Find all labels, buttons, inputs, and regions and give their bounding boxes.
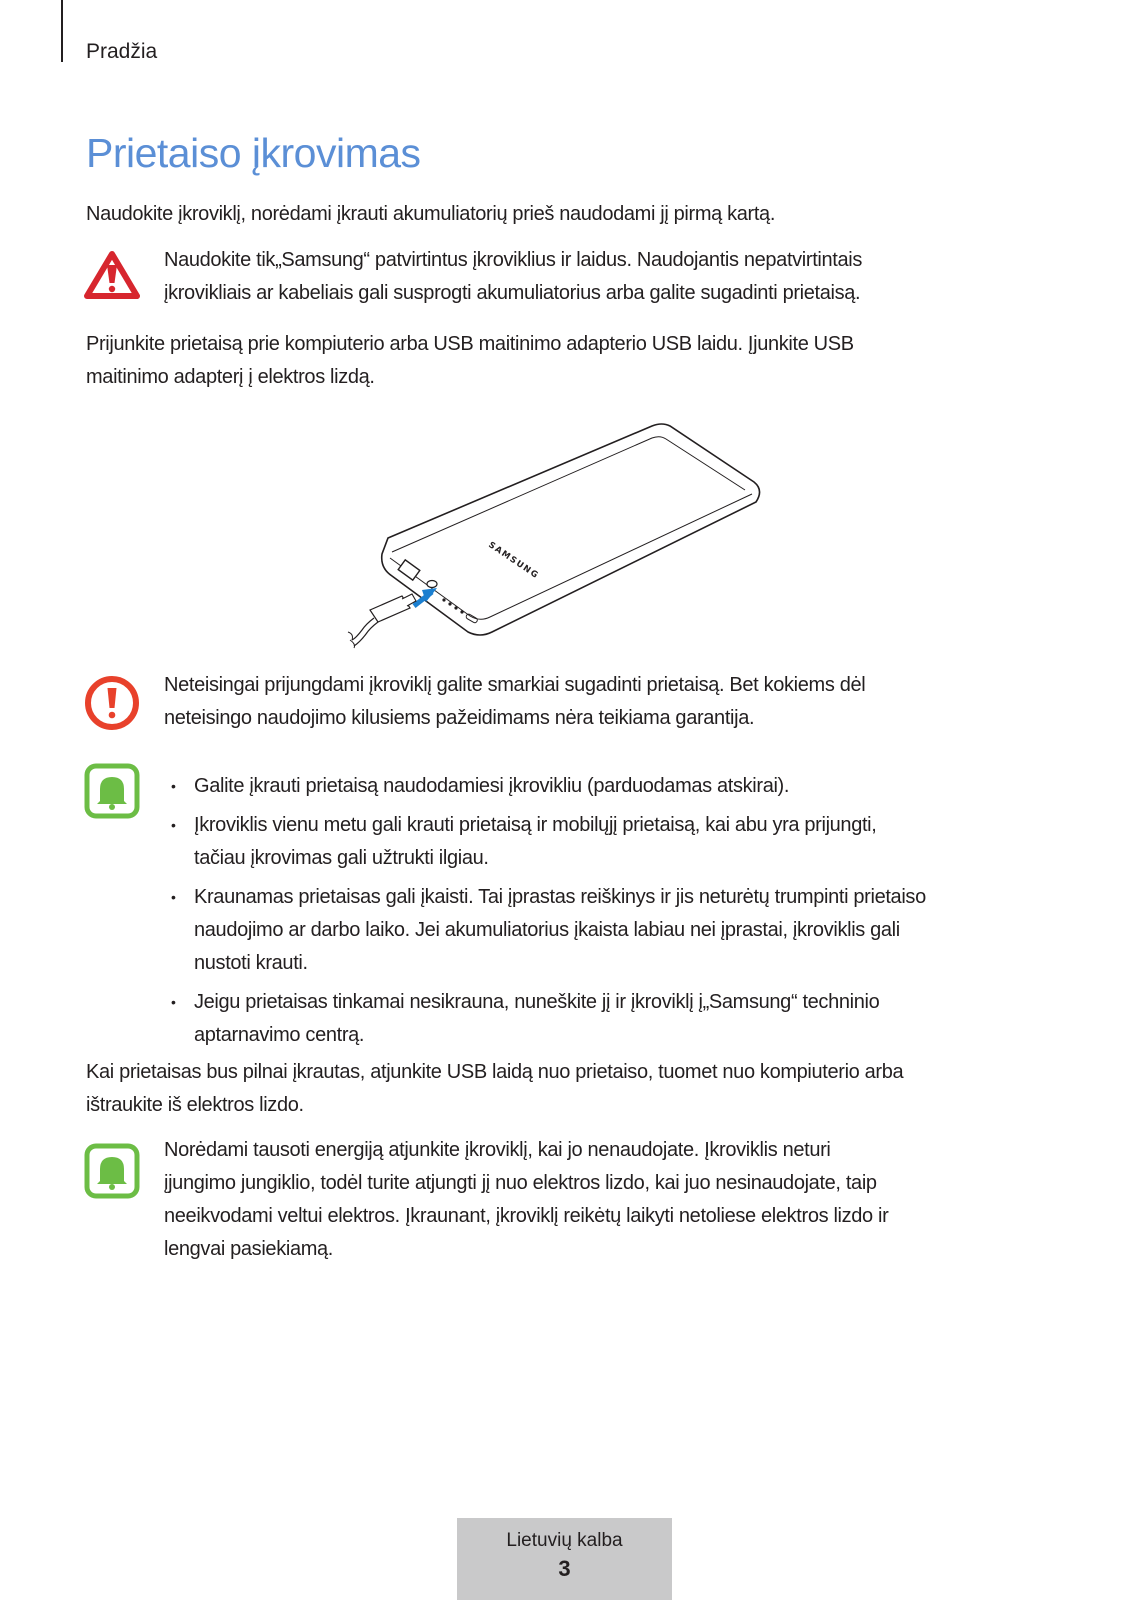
note-bell-icon <box>84 763 140 819</box>
caution-exclamation-icon <box>84 675 140 731</box>
energy-note-line1: Norėdami tausoti energiją atjunkite įkroviklį, kai jo nenaudojate. Įkroviklis neturi <box>164 1139 831 1161</box>
caution-text-line2: neteisingo naudojimo kilusiems pažeidimams nėra teikiama garantija. <box>164 707 755 729</box>
energy-note-line2: įjungimo jungiklio, todėl turite atjungti jį nuo elektros lizdo, kai juo nesinaudojate, taip <box>164 1172 877 1194</box>
warning-triangle-icon <box>84 250 140 306</box>
list-item: • Įkroviklis vienu metu gali krauti prietaisą ir mobilųjį prietaisą, kai abu yra prijungti, tačiau įkrovimas gali užtrukti ilgiau. <box>168 809 1068 875</box>
brand-text: SAMSUNG <box>486 540 541 582</box>
list-item: • Galite įkrauti prietaisą naudodamiesi įkrovikliu (parduodamas atskirai). <box>168 770 1068 803</box>
disconnect-text-line2: ištraukite iš elektros lizdo. <box>86 1094 304 1116</box>
notes-list <box>168 770 1068 1058</box>
energy-note-line3: neeikvodami veltui elektros. Įkraunant, įkroviklį reikėtų laikyti netoliese elektros lizdo ir <box>164 1205 889 1227</box>
intro-text: Naudokite įkroviklį, norėdami įkrauti akumuliatorių prieš naudodami jį pirmą kartą. <box>86 203 776 225</box>
connect-text-line2: maitinimo adapterį į elektros lizdą. <box>86 366 375 388</box>
section-label: Pradžia <box>86 40 158 63</box>
warning-text-line2: įkrovikliais ar kabeliais gali susprogti akumuliatorius arba galite sugadinti prietaisą. <box>164 282 861 304</box>
page-number: 3 <box>558 1556 571 1581</box>
note-bell-icon <box>84 1143 140 1199</box>
page-footer <box>457 1518 672 1600</box>
warning-text-line1: Naudokite tik„Samsung“ patvirtintus įkroviklius ir laidus. Naudojantis nepatvirtintais <box>164 249 862 271</box>
connect-text-line1: Prijunkite prietaisą prie kompiuterio arba USB maitinimo adapterio USB laidu. Įjunkite USB <box>86 333 854 355</box>
energy-note-line4: lengvai pasiekiamą. <box>164 1238 334 1260</box>
caution-text-line1: Neteisingai prijungdami įkroviklį galite smarkiai sugadinti prietaisą. Bet kokiems dėl <box>164 674 866 696</box>
list-item: • Jeigu prietaisas tinkamai nesikrauna, nuneškite jį ir įkroviklį į„Samsung“ techninio aptarnavimo centrą. <box>168 986 1068 1052</box>
footer-language: Lietuvių kalba <box>506 1530 623 1551</box>
disconnect-text-line1: Kai prietaisas bus pilnai įkrautas, atjunkite USB laidą nuo prietaiso, tuomet nuo kompiuterio arba <box>86 1061 904 1083</box>
power-bank-illustration <box>340 418 770 663</box>
header-rule <box>61 0 63 62</box>
list-item: • Kraunamas prietaisas gali įkaisti. Tai įprastas reiškinys ir jis neturėtų trumpinti prietaiso naudojimo ar darbo laiko. Jei akumuliatorius įkaista labiau nei įprastai, įkroviklis gali nustoti krauti. <box>168 881 1068 980</box>
page-title: Prietaiso įkrovimas <box>86 130 421 176</box>
